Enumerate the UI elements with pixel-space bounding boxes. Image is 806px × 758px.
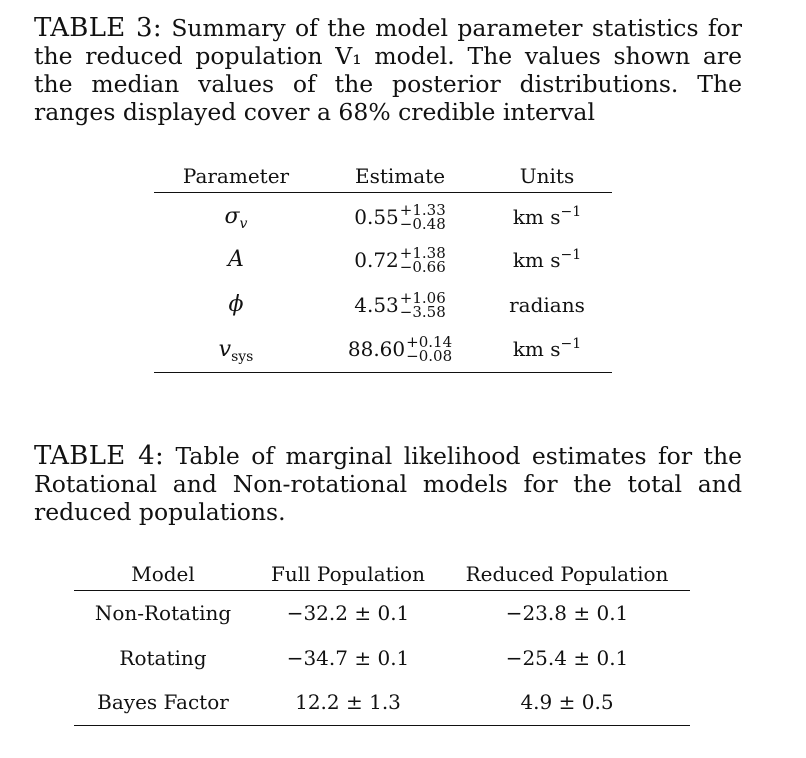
parameter-table: [154, 160, 612, 373]
full-population-cell: −34.7 ± 0.1: [286, 645, 410, 670]
estimate-lower: −0.48: [399, 214, 446, 233]
reduced-population-cell: 4.9 ± 0.5: [520, 690, 614, 715]
table3-caption-text: Summary of the model parameter statistics for the reduced population V₁ model. The values shown are the median values of the posterior distributions. The ranges displayed cover a 68% credible interval: [34, 14, 742, 126]
full-population-cell: −32.2 ± 0.1: [286, 600, 410, 625]
likelihood-table: [74, 558, 690, 726]
parameter-symbol: σ: [224, 204, 240, 230]
estimate-upper: +1.06: [399, 288, 446, 307]
table-header-row: [154, 160, 612, 192]
estimate-value: 4.53: [354, 292, 399, 317]
parameter-symbol: A: [228, 247, 244, 272]
parameter-symbol: v: [218, 336, 232, 362]
estimate-lower: −0.08: [406, 347, 453, 366]
table3-label: TABLE 3:: [34, 13, 162, 43]
unit-text: km s: [512, 204, 561, 229]
estimate-cell: [318, 327, 482, 372]
unit-power: −1: [560, 203, 582, 220]
parameter-subscript: sys: [231, 348, 254, 365]
model-cell: Non-Rotating: [94, 600, 232, 625]
parameter-subscript: v: [239, 216, 248, 233]
model-cell: Bayes Factor: [97, 690, 229, 715]
reduced-population-cell: −25.4 ± 0.1: [505, 645, 629, 670]
unit-cell: [482, 237, 612, 282]
header-model: Model: [131, 561, 195, 586]
table4-caption: [34, 442, 742, 526]
estimate-upper: +1.33: [399, 200, 446, 219]
table-row: [74, 635, 690, 680]
table-row: [74, 680, 690, 725]
model-cell: Rotating: [119, 645, 207, 670]
header-estimate: Estimate: [354, 163, 446, 188]
unit-text: radians: [509, 292, 585, 317]
parameter-cell: [154, 192, 318, 237]
estimate-upper: +0.14: [406, 333, 453, 352]
table-row: [74, 590, 690, 635]
table4-caption-text: Table of marginal likelihood estimates for the Rotational and Non-rotational models for the total and reduced populations.: [34, 442, 742, 526]
estimate-cell: [318, 192, 482, 237]
table-row: [154, 237, 612, 282]
estimate-value: 0.72: [354, 247, 399, 272]
unit-cell: [482, 327, 612, 372]
table3-caption: [34, 14, 742, 126]
estimate-lower: −0.66: [399, 257, 446, 276]
unit-power: −1: [560, 336, 582, 353]
table-row: [154, 192, 612, 237]
table-row: [154, 327, 612, 372]
table-header-row: [74, 558, 690, 590]
estimate-upper: +1.38: [399, 243, 446, 262]
estimate-cell: [318, 237, 482, 282]
estimate-cell: [318, 282, 482, 327]
header-units: Units: [519, 163, 575, 188]
table4-label: TABLE 4:: [34, 441, 164, 471]
unit-cell: [482, 282, 612, 327]
unit-text: km s: [512, 247, 561, 272]
parameter-cell: [154, 237, 318, 282]
header-reduced-population: Reduced Population: [465, 561, 669, 586]
reduced-population-cell: −23.8 ± 0.1: [505, 600, 629, 625]
estimate-value: 0.55: [354, 204, 399, 229]
unit-cell: [482, 192, 612, 237]
unit-power: −1: [560, 246, 582, 263]
estimate-lower: −3.58: [399, 302, 446, 321]
table-row: [154, 282, 612, 327]
parameter-cell: [154, 327, 318, 372]
full-population-cell: 12.2 ± 1.3: [295, 690, 401, 715]
header-parameter: Parameter: [182, 163, 290, 188]
parameter-symbol: ϕ: [228, 292, 244, 317]
parameter-cell: [154, 282, 318, 327]
header-full-population: Full Population: [271, 561, 425, 586]
unit-text: km s: [512, 337, 561, 362]
estimate-value: 88.60: [347, 337, 406, 362]
